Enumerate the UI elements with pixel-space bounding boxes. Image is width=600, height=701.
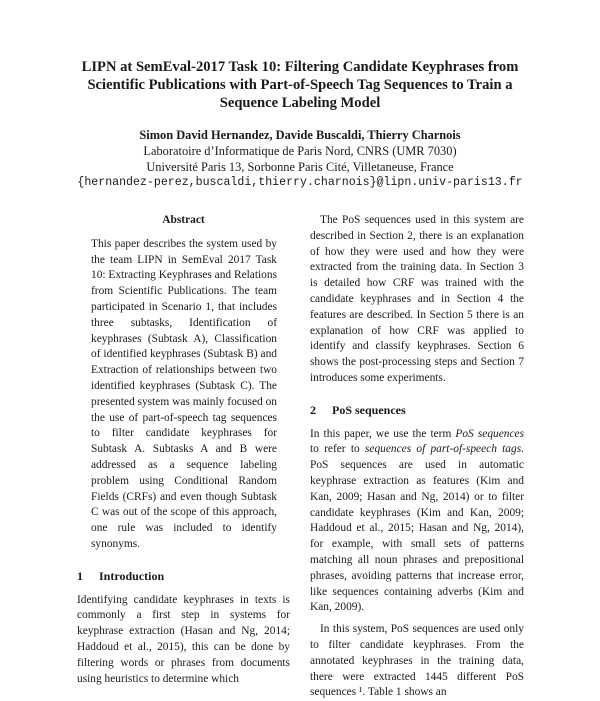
pos-text-c: . PoS sequences are used in automatic keyphrase extraction as features (Kim and Kan, 2009; Hasan and Ng, 2014) or to filter candidate keyphrases (Kim and Kan, 2009; Haddoud et al., 2015; Hasan and Ng, 2014), for example, with small sets of patterns matching all noun phrases and prepositional phrases, avoiding patterns that increase error, like sequences containing adverbs (Kim and Kan, 2009). bbox=[310, 443, 524, 614]
intro-paragraph: Identifying candidate keyphrases in texts is commonly a first step in systems for keyphrase extraction (Hasan and Ng, 2014; Haddoud et al., 2015), this can be done by filtering words or phrases from documents using heuristics to determine which bbox=[77, 593, 290, 685]
section-1-heading bbox=[77, 569, 290, 585]
section-2-title: PoS sequences bbox=[332, 402, 406, 417]
abstract-text: This paper describes the system used by the team LIPN in SemEval 2017 Task 10: Extracting Keyphrases and Relations from Scientific Publications. The team participated in Scenario 1, that includes three subtasks, Identification of keyphrases (Subtask A), Classification of identified keyphrases (Subtask B) and Extraction of relationships between two identified keyphrases (Subtask C). The presented system was mainly focused on the use of part-of-speech tag sequences to filter candidate keyphrases for Subtask A. Subtasks A and B were addressed as a sequence labeling problem using Conditional Random Fields (CRFs) and even though Subtask C was out of the scope of this approach, one rule was included to identify synonyms. bbox=[91, 237, 277, 550]
affiliation-university: Université Paris 13, Sorbonne Paris Cité, Villetaneuse, France bbox=[146, 160, 454, 174]
pos-text-b: to refer to bbox=[310, 443, 365, 456]
filter-paragraph: In this system, PoS sequences are used only to filter candidate keyphrases. From the annotated keyphrases in the training data, there were extracted 1445 different PoS sequences ¹. Table 1 shows an bbox=[310, 623, 524, 699]
author-names: Simon David Hernandez, Davide Buscaldi, Thierry Charnois bbox=[139, 128, 461, 142]
left-column bbox=[77, 213, 290, 687]
pos-sequences-paragraph bbox=[310, 427, 524, 617]
pos-term-emphasis: PoS sequences bbox=[455, 427, 525, 440]
author-block bbox=[60, 127, 540, 191]
paper-title: LIPN at SemEval-2017 Task 10: Filtering Candidate Keyphrases from Scientific Publications with Part-of-Speech Tag Sequences to Train a Sequence Labeling Model bbox=[81, 59, 519, 111]
section-1-title: Introduction bbox=[99, 568, 165, 583]
section-1-number: 1 bbox=[77, 568, 83, 583]
section-2-number: 2 bbox=[310, 402, 316, 417]
section-2-heading bbox=[310, 403, 524, 419]
pos-text-a: In this paper, we use the term bbox=[310, 427, 456, 440]
sections-overview-paragraph: The PoS sequences used in this system are described in Section 2, there is an explanation of how they were used and how they were extracted from the training data. In Section 3 is detailed how CRF was trained with the candidate keyphrases and in Section 4 the features are described. In Section 5 there is an explanation of how CRF was applied to identify and classify keyphrases. Section 6 shows the post-processing steps and Section 7 introduces some experiments. bbox=[310, 214, 524, 384]
affiliation-lab: Laboratoire d’Informatique de Paris Nord, CNRS (UMR 7030) bbox=[143, 144, 457, 158]
abstract-heading: Abstract bbox=[162, 214, 205, 226]
author-emails: {hernandez-perez,buscaldi,thierry.charnois}@lipn.univ-paris13.fr bbox=[77, 176, 523, 189]
pos-definition-emphasis: sequences of part-of-speech tags bbox=[364, 443, 522, 456]
right-column bbox=[310, 213, 524, 701]
